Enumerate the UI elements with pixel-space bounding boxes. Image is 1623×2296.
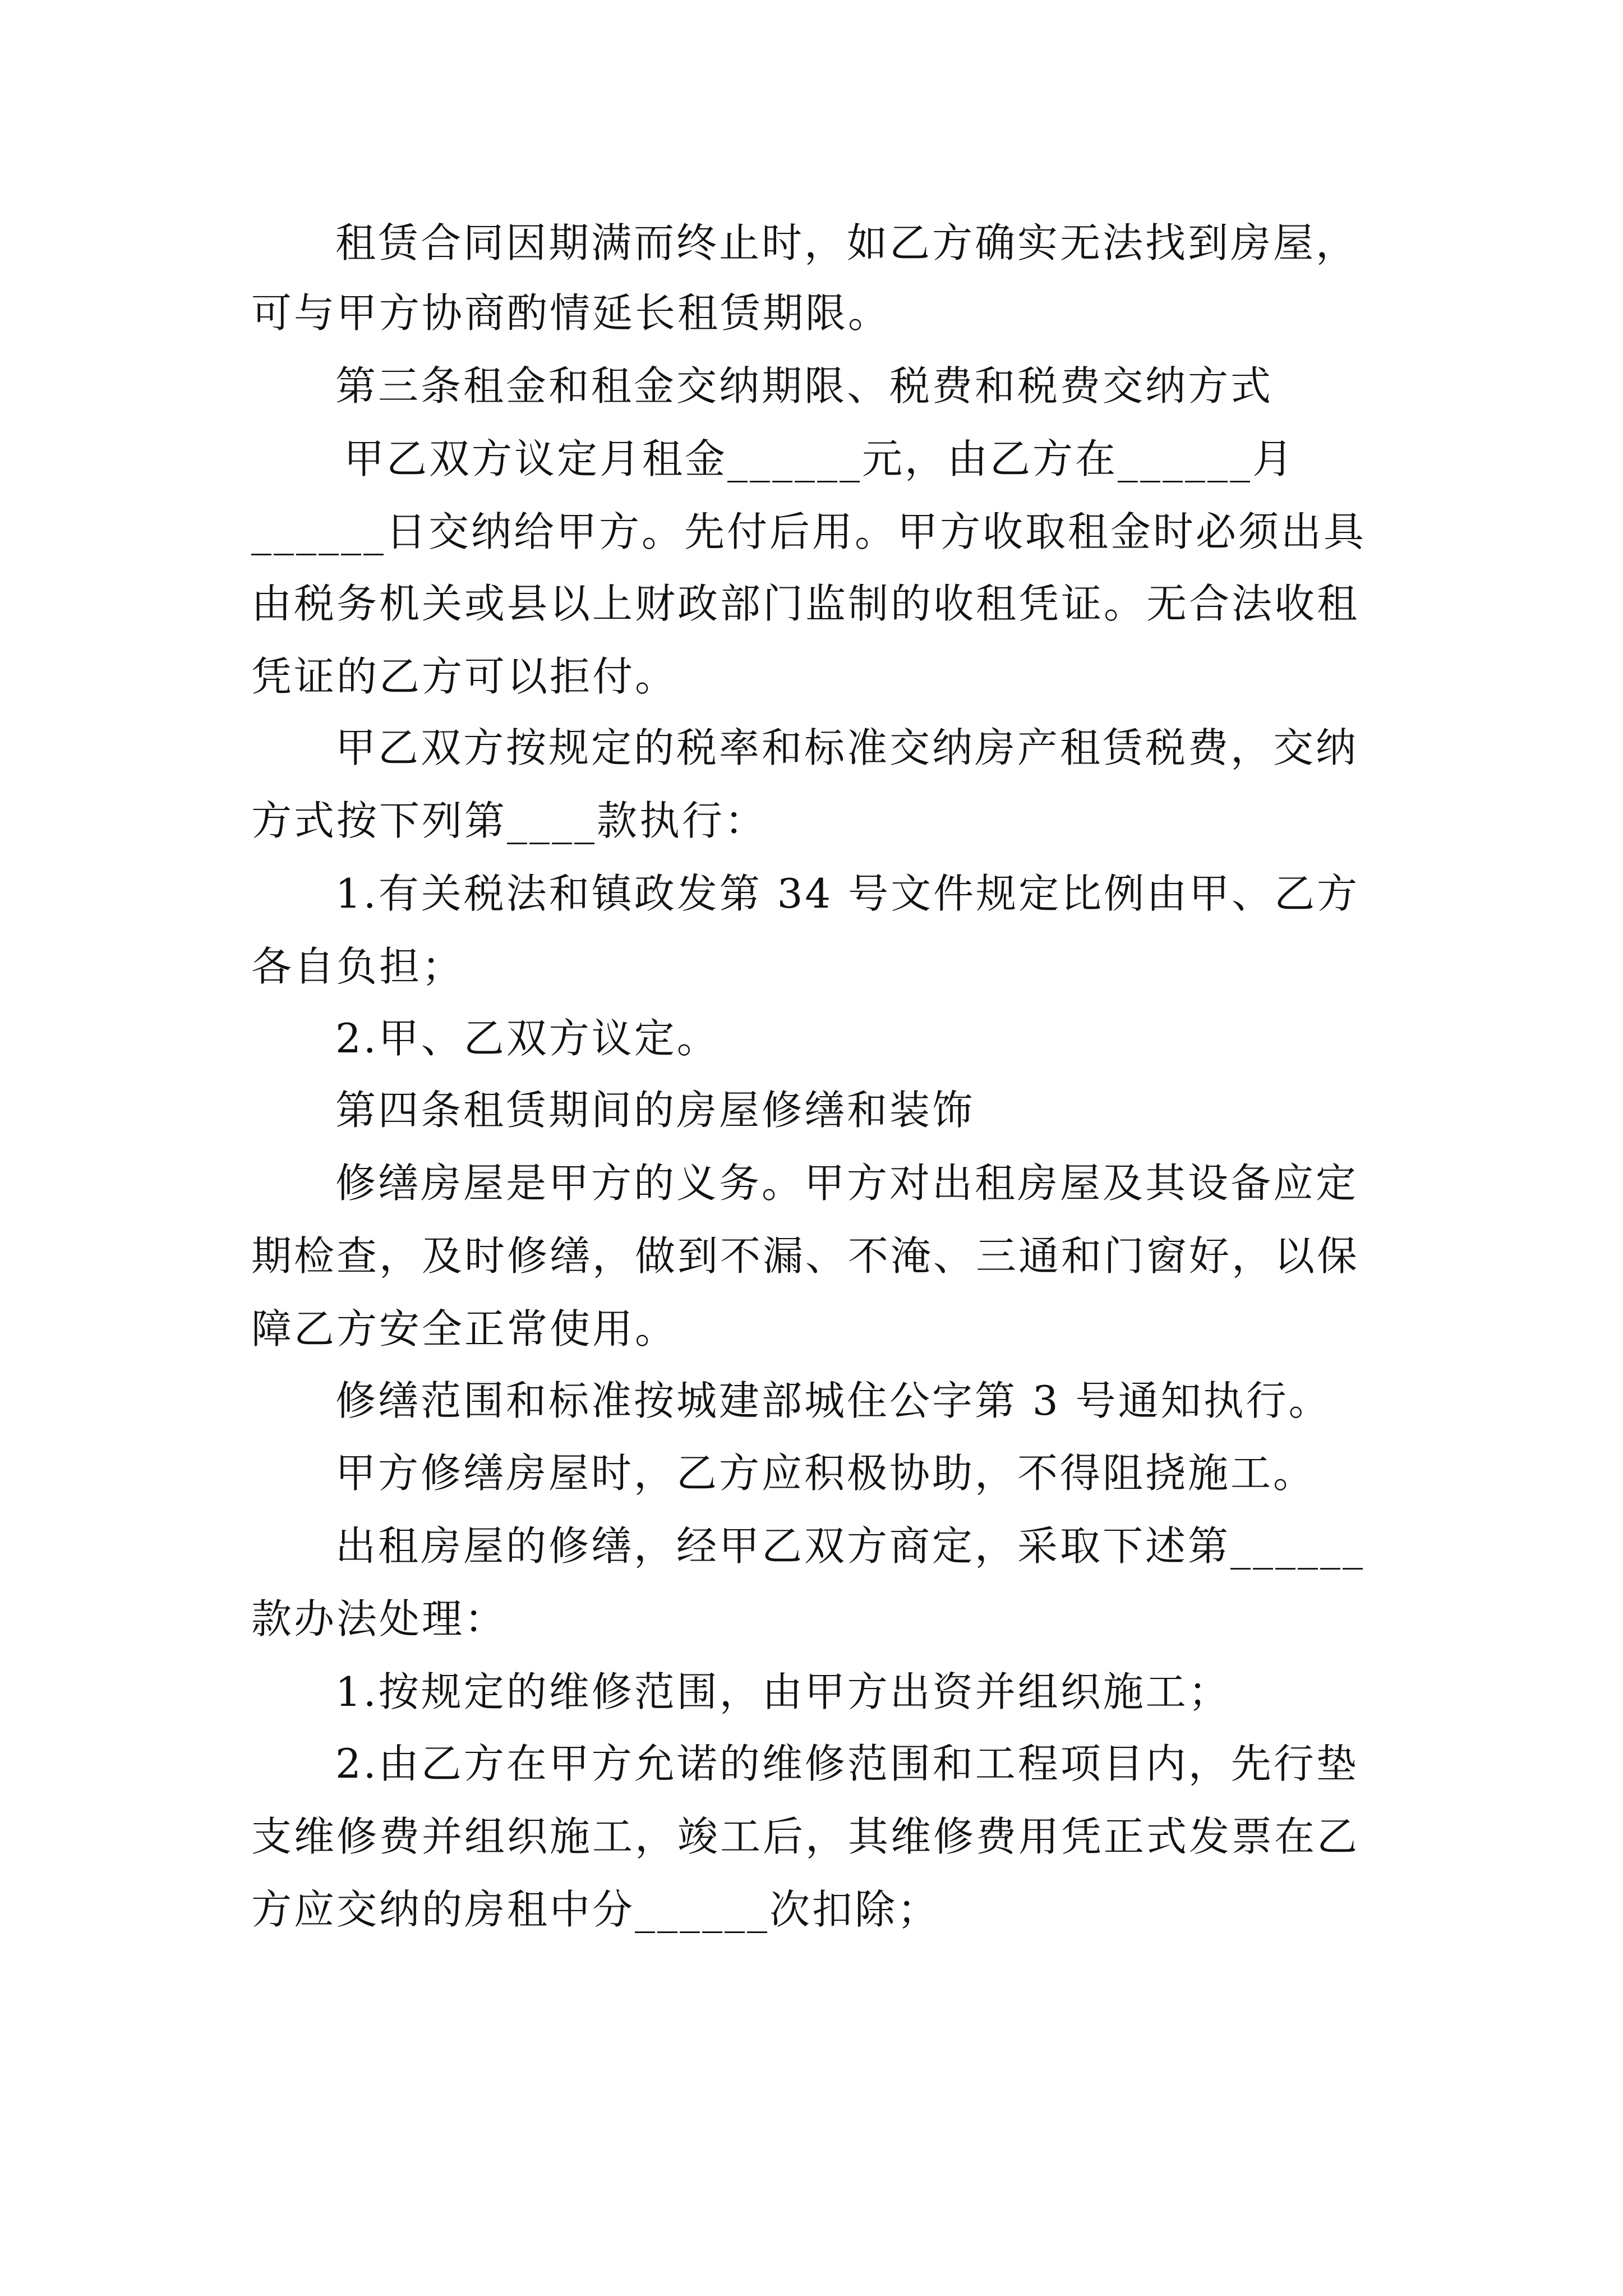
paragraph-line: 期检查，及时修缮，做到不漏、不淹、三通和门窗好，以保 [251, 1232, 1360, 1280]
paragraph-line: 出租房屋的修缮，经甲乙双方商定，采取下述第______ [335, 1522, 1366, 1570]
paragraph-line: 甲乙双方议定月租金______元，由乙方在______月 [344, 435, 1295, 482]
paragraph-line: 凭证的乙方可以拒付。 [251, 653, 678, 700]
paragraph-line: 修缮房屋是甲方的义务。甲方对出租房屋及其设备应定 [335, 1159, 1359, 1207]
paragraph-line: 可与甲方协商酌情延长租赁期限。 [251, 289, 891, 337]
list-item-continuation: 支维修费并组织施工，竣工后，其维修费用凭正式发票在乙 [251, 1813, 1360, 1860]
paragraph-line: 甲方修缮房屋时，乙方应积极协助，不得阻挠施工。 [335, 1450, 1316, 1497]
paragraph-line: 款办法处理： [251, 1595, 508, 1642]
paragraph-line: 由税务机关或县以上财政部门监制的收租凭证。无合法收租 [251, 580, 1360, 627]
paragraph-line: 方式按下列第____款执行： [251, 797, 768, 844]
list-item: 1.按规定的维修范围，由甲方出资并组织施工； [335, 1668, 1231, 1715]
paragraph-line: 修缮范围和标准按城建部城住公字第 3 号通知执行。 [335, 1377, 1331, 1424]
paragraph-line: ______日交纳给甲方。先付后用。甲方收取租金时必须出具 [251, 508, 1367, 555]
list-item: 1.有关税法和镇政发第 34 号文件规定比例由甲、乙方 [335, 870, 1360, 917]
list-item: 2.甲、乙双方议定。 [335, 1015, 720, 1062]
paragraph-line: 甲乙双方按规定的税率和标准交纳房产租赁税费，交纳 [335, 724, 1359, 771]
paragraph-line: 租赁合同因期满而终止时，如乙方确实无法找到房屋， [335, 219, 1359, 266]
list-item-continuation: 方应交纳的房租中分______次扣除； [251, 1886, 940, 1933]
list-item: 2.由乙方在甲方允诺的维修范围和工程项目内，先行垫 [335, 1740, 1359, 1787]
section-heading: 第四条租赁期间的房屋修缮和装饰 [335, 1087, 975, 1134]
section-heading: 第三条租金和租金交纳期限、税费和税费交纳方式 [335, 362, 1274, 409]
paragraph-line: 障乙方安全正常使用。 [251, 1305, 678, 1352]
list-item-continuation: 各自负担； [251, 943, 465, 990]
